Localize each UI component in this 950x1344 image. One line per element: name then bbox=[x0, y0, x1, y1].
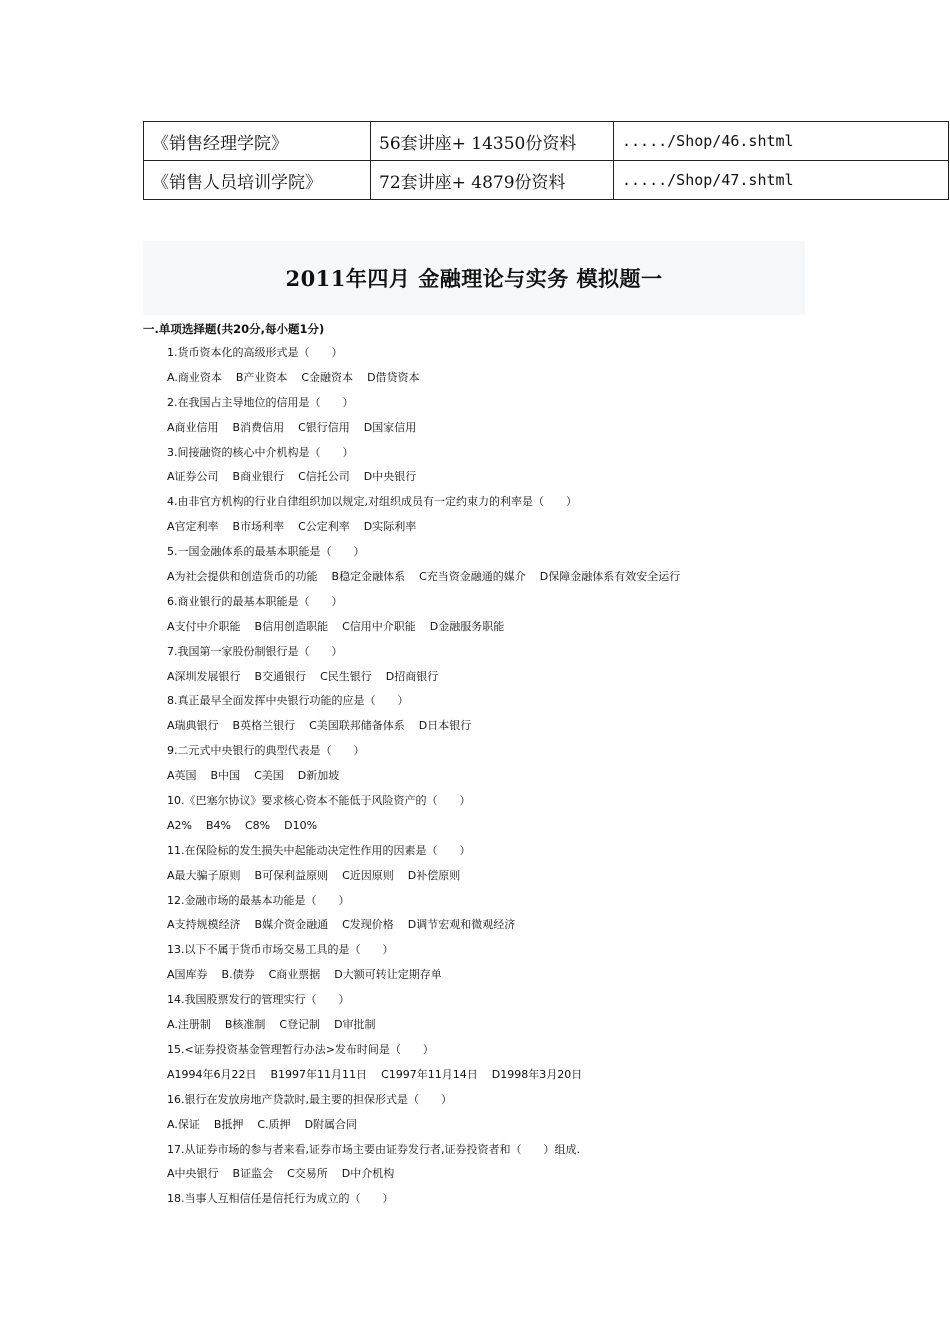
option-item: A.商业资本 bbox=[167, 370, 222, 384]
question-text: 1.货币资本化的高级形式是（ ） bbox=[167, 346, 343, 359]
option-item: B核准制 bbox=[224, 1018, 266, 1032]
option-item: C近因原则 bbox=[342, 868, 394, 882]
question-text: 12.金融市场的最基本功能是（ ） bbox=[167, 893, 350, 907]
promo-link-cell[interactable]: ...../Shop/47.shtml bbox=[614, 161, 949, 200]
option-item: D大额可转让定期存单 bbox=[334, 968, 442, 982]
question-options bbox=[167, 1162, 867, 1187]
question-options bbox=[167, 1113, 867, 1138]
option-item: A.注册制 bbox=[167, 1018, 211, 1032]
promo-content-cell: 72套讲座+ 4879份资料 bbox=[371, 161, 614, 200]
option-item: D借贷资本 bbox=[367, 370, 420, 384]
question-options bbox=[167, 1013, 867, 1038]
option-item: D招商银行 bbox=[385, 669, 439, 683]
option-item: A商业信用 bbox=[167, 420, 219, 434]
option-item: C登记制 bbox=[279, 1018, 321, 1032]
option-item: B市场利率 bbox=[232, 520, 285, 534]
option-item: A支付中介职能 bbox=[167, 619, 241, 633]
option-item: A国库券 bbox=[167, 968, 208, 982]
option-item: D日本银行 bbox=[418, 719, 472, 733]
question-text: 10.《巴塞尔协议》要求核心资本不能低于风险资产的（ ） bbox=[167, 794, 471, 808]
question-options bbox=[167, 764, 867, 789]
option-item: B可保利益原则 bbox=[254, 868, 329, 882]
promo-table bbox=[143, 121, 949, 200]
option-item: B信用创造职能 bbox=[254, 619, 329, 633]
option-item: A官定利率 bbox=[167, 520, 219, 534]
option-item: C8% bbox=[244, 818, 271, 832]
option-item: D调节宏观和微观经济 bbox=[407, 918, 516, 932]
option-item: D新加坡 bbox=[297, 769, 340, 783]
question-options bbox=[167, 416, 867, 441]
option-item: D1998年3月20日 bbox=[491, 1067, 583, 1081]
option-item: A最大骗子原则 bbox=[167, 868, 241, 882]
question-options bbox=[167, 465, 867, 490]
option-item: B产业资本 bbox=[235, 370, 288, 384]
question-text: 7.我国第一家股份制银行是（ ） bbox=[167, 644, 343, 658]
promo-table-body bbox=[144, 122, 949, 200]
question-text: 14.我国股票发行的管理实行（ ） bbox=[167, 993, 350, 1007]
option-item: D实际利率 bbox=[363, 520, 417, 534]
question-options bbox=[167, 366, 867, 391]
option-item: D中央银行 bbox=[363, 470, 417, 484]
question-text: 18.当事人互相信任是信托行为成立的（ ） bbox=[167, 1192, 394, 1206]
option-item: B媒介资金融通 bbox=[254, 918, 329, 932]
option-item: C充当资金融通的媒介 bbox=[419, 570, 526, 584]
question-text: 16.银行在发放房地产贷款时,最主要的担保形式是（ ） bbox=[167, 1092, 452, 1106]
question-options bbox=[167, 665, 867, 690]
option-item: D审批制 bbox=[334, 1018, 376, 1032]
question-text: 15.<证券投资基金管理暂行办法>发布时间是（ ） bbox=[167, 1042, 434, 1056]
option-item: C金融资本 bbox=[301, 370, 354, 384]
question-options bbox=[167, 864, 867, 889]
option-item: A瑞典银行 bbox=[167, 719, 219, 733]
option-item: D保障金融体系有效安全运行 bbox=[539, 570, 681, 584]
option-item: A中央银行 bbox=[167, 1167, 219, 1181]
question-options bbox=[167, 515, 867, 540]
option-item: C银行信用 bbox=[298, 420, 350, 434]
option-item: C.质押 bbox=[257, 1117, 291, 1131]
option-item: D金融服务职能 bbox=[429, 619, 505, 633]
option-item: C民生银行 bbox=[320, 669, 372, 683]
option-item: A为社会提供和创造货币的功能 bbox=[167, 570, 318, 584]
option-item: D补偿原则 bbox=[407, 868, 461, 882]
option-item: A1994年6月22日 bbox=[167, 1067, 257, 1081]
option-item: B稳定金融体系 bbox=[331, 570, 406, 584]
option-item: C信托公司 bbox=[298, 470, 350, 484]
option-item: D中介机构 bbox=[341, 1167, 395, 1181]
question-text: 3.间接融资的核心中介机构是（ ） bbox=[167, 445, 354, 459]
promo-row bbox=[144, 161, 949, 200]
option-item: B1997年11月11日 bbox=[270, 1067, 368, 1081]
question-text: 2.在我国占主导地位的信用是（ ） bbox=[167, 395, 354, 409]
option-item: A英国 bbox=[167, 769, 197, 783]
title-banner bbox=[143, 241, 805, 315]
question-list bbox=[167, 341, 867, 1212]
question-text: 6.商业银行的最基本职能是（ ） bbox=[167, 594, 343, 608]
question-text: 4.由非官方机构的行业自律组织加以规定,对组织成员有一定约束力的利率是（ ） bbox=[167, 495, 577, 509]
option-item: D附属合同 bbox=[304, 1117, 358, 1131]
question-text: 9.二元式中央银行的典型代表是（ ） bbox=[167, 744, 365, 758]
question-options bbox=[167, 615, 867, 640]
option-item: A2% bbox=[167, 818, 192, 832]
question-text: 8.真正最早全面发挥中央银行功能的应是（ ） bbox=[167, 694, 409, 708]
promo-name-cell: 《销售经理学院》 bbox=[144, 122, 371, 161]
question-text: 11.在保险标的发生损失中起能动决定性作用的因素是（ ） bbox=[167, 843, 471, 857]
section-heading: 一.单项选择题(共20分,每小题1分) bbox=[143, 322, 325, 336]
option-item: C公定利率 bbox=[298, 520, 350, 534]
option-item: C美国 bbox=[254, 769, 284, 783]
question-text: 17.从证券市场的参与者来看,证券市场主要由证券发行者,证券投资者和（ ）组成. bbox=[167, 1142, 580, 1156]
option-item: B.债券 bbox=[221, 968, 255, 982]
option-item: C交易所 bbox=[287, 1167, 328, 1181]
option-item: D国家信用 bbox=[363, 420, 417, 434]
option-item: B4% bbox=[205, 818, 231, 832]
question-text: 13.以下不属于货币市场交易工具的是（ ） bbox=[167, 943, 394, 957]
option-item: B消费信用 bbox=[232, 420, 285, 434]
option-item: C信用中介职能 bbox=[342, 619, 416, 633]
question-options bbox=[167, 1063, 867, 1088]
question-options bbox=[167, 963, 867, 988]
option-item: B英格兰银行 bbox=[232, 719, 296, 733]
option-item: B商业银行 bbox=[232, 470, 285, 484]
option-item: B证监会 bbox=[232, 1167, 274, 1181]
promo-row bbox=[144, 122, 949, 161]
question-options bbox=[167, 913, 867, 938]
option-item: C发现价格 bbox=[342, 918, 394, 932]
question-options bbox=[167, 814, 867, 839]
option-item: B中国 bbox=[210, 769, 241, 783]
promo-link-cell[interactable]: ...../Shop/46.shtml bbox=[614, 122, 949, 161]
promo-content-cell: 56套讲座+ 14350份资料 bbox=[371, 122, 614, 161]
option-item: C商业票据 bbox=[268, 968, 321, 982]
page-title: 2011年四月 金融理论与实务 模拟题一 bbox=[285, 266, 663, 291]
option-item: A证券公司 bbox=[167, 470, 219, 484]
option-item: A.保证 bbox=[167, 1117, 200, 1131]
question-options bbox=[167, 714, 867, 739]
promo-name-cell: 《销售人员培训学院》 bbox=[144, 161, 371, 200]
question-options bbox=[167, 565, 867, 590]
option-item: B抵押 bbox=[213, 1117, 244, 1131]
option-item: C1997年11月14日 bbox=[381, 1067, 478, 1081]
option-item: A深圳发展银行 bbox=[167, 669, 241, 683]
option-item: C美国联邦储备体系 bbox=[309, 719, 405, 733]
option-item: D10% bbox=[284, 818, 318, 832]
option-item: B交通银行 bbox=[254, 669, 307, 683]
question-text: 5.一国金融体系的最基本职能是（ ） bbox=[167, 545, 365, 559]
option-item: A支持规模经济 bbox=[167, 918, 241, 932]
